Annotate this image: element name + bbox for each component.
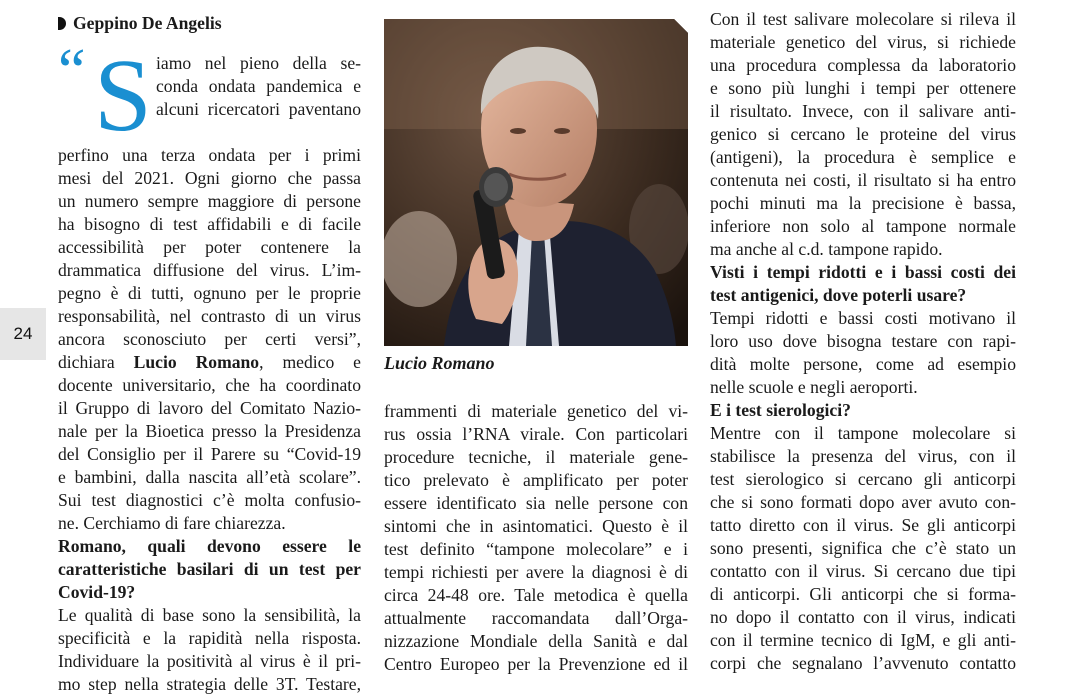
text-line: mo step nella strategia delle 3T. Testare, xyxy=(58,674,361,694)
text-line: essere identificato sia nelle persone con xyxy=(384,493,688,513)
text-line: Le qualità di base sono la sensibilità, la xyxy=(58,605,361,625)
text-line: perfino una terza ondata per i primi xyxy=(58,145,361,165)
author-byline xyxy=(58,10,361,36)
portrait-photo xyxy=(384,19,688,346)
text-line: pochi minuti ma la precisione è bassa, xyxy=(710,193,1016,213)
text-line: Centro Europeo per la Prevenzione ed il xyxy=(384,654,688,674)
article-column-1 xyxy=(58,10,361,696)
text-line: no dopo il contatto con il virus, indicati xyxy=(710,607,1016,627)
bold-name: Lucio Romano xyxy=(133,352,260,372)
text-line: e bambini, dalla nascita all’età scolare”. xyxy=(58,467,361,487)
dropcap-letter: S xyxy=(94,38,152,153)
text-line: il risultato. Invece, con il salivare anti- xyxy=(710,101,1016,121)
text-line: nale per la Bioetica presso la Presidenza xyxy=(58,421,361,441)
text-line: pegno è di tutti, ognuno per le proprie xyxy=(58,283,361,303)
text-line: mesi del 2021. Ogni giorno che passa xyxy=(58,168,361,188)
column-1-text xyxy=(58,144,361,696)
subheading-line: E i test sierologici? xyxy=(710,400,851,420)
text-line xyxy=(58,351,361,374)
article-column-3 xyxy=(710,8,1016,675)
text-line: sono presenti, significa che c’è stato un xyxy=(710,538,1016,558)
text-line: corpi che segnalano l’avvenuto contatto xyxy=(710,653,1016,673)
text-line: di anticorpi. Gli anticorpi che si forma- xyxy=(710,584,1016,604)
text-line: tempi richiesti per avere la diagnosi è di xyxy=(384,562,688,582)
subheading-line: Covid-19? xyxy=(58,582,136,602)
text-line: stabilisce la presenza del virus, con il xyxy=(710,446,1016,466)
dropcap-line: conda ondata pandemica e xyxy=(156,76,361,96)
text-line: rus ossia l’RNA virale. Con particolari xyxy=(384,424,688,444)
text-line: Individuare la positività al virus è il pri- xyxy=(58,651,361,671)
subheading-line: caratteristiche basilari di un test per xyxy=(58,559,361,579)
text-line: del Consiglio per il Parere su “Covid-19 xyxy=(58,444,361,464)
author-name: Geppino De Angelis xyxy=(73,13,222,33)
subheading-line: Romano, quali devono essere le xyxy=(58,536,361,556)
text-line: (antigeni), la procedura è semplice e xyxy=(710,147,1016,167)
text-line: che si sono formati dopo aver avuto con- xyxy=(710,492,1016,512)
text-line: docente universitario, che ha coordinato xyxy=(58,375,361,395)
page-number: 24 xyxy=(0,308,46,360)
text-line: accessibilità per poter contenere la xyxy=(58,237,361,257)
dropcap-line: iamo nel pieno della se- xyxy=(156,53,361,73)
byline-marker-icon xyxy=(58,17,66,30)
dropcap-text xyxy=(156,52,361,121)
text-line: dità molte persone, come ad esempio xyxy=(710,354,1016,374)
text-line: ma anche al c.d. tampone rapido. xyxy=(710,239,943,259)
dropcap-block xyxy=(58,37,361,153)
subheading-line: Visti i tempi ridotti e i bassi costi dei xyxy=(710,262,1016,282)
text-line: circa 24-48 ore. Tale metodica è quella xyxy=(384,585,688,605)
text-line: ancora sconosciuto per certi versi”, xyxy=(58,329,361,349)
dropcap-quote: “ xyxy=(58,37,86,105)
text-line: una procedura complessa da laboratorio xyxy=(710,55,1016,75)
text-line: tatto diretto con il virus. Se gli anticorpi xyxy=(710,515,1016,535)
dropcap-line: alcuni ricercatori paventano xyxy=(156,99,361,119)
text-line: responsabilità, nel contrasto di un virus xyxy=(58,306,361,326)
text-line: drammatica diffusione del virus. L’im- xyxy=(58,260,361,280)
text-line: genico si cercano le proteine del virus xyxy=(710,124,1016,144)
text-fragment: , medico e xyxy=(259,352,361,372)
subheading-line: test antigenici, dove poterli usare? xyxy=(710,285,967,305)
text-line: Tempi ridotti e bassi costi motivano il xyxy=(710,308,1016,328)
text-line: il Gruppo di lavoro del Comitato Nazio- xyxy=(58,398,361,418)
text-line: nizzazione Mondiale della Sanità e dal xyxy=(384,631,688,651)
text-line: test sierologico si cercano gli anticorpi xyxy=(710,469,1016,489)
text-line: Con il test salivare molecolare si rileva il xyxy=(710,9,1016,29)
text-line: tico prelevato è amplificato per poter xyxy=(384,470,688,490)
text-line: attualmente raccomandata dall’Orga- xyxy=(384,608,688,628)
text-line: ne. Cerchiamo di fare chiarezza. xyxy=(58,513,286,533)
text-line: ha bisogno di test affidabili e di facile xyxy=(58,214,361,234)
text-line: procedure tecniche, il materiale gene- xyxy=(384,447,688,467)
portrait-illustration xyxy=(384,19,688,346)
text-line: test definito “tampone molecolare” e i xyxy=(384,539,688,559)
text-line: contenuta nei costi, il risultato si ha entro xyxy=(710,170,1016,190)
text-line: sintomi che in asintomatici. Questo è il xyxy=(384,516,688,536)
column-2-text xyxy=(384,400,688,676)
text-line: materiale genetico del virus, si richiede xyxy=(710,32,1016,52)
text-line: e sono più lunghi i tempi per ottenere xyxy=(710,78,1016,98)
text-line: specificità e la rapidità nella risposta. xyxy=(58,628,361,648)
text-line: Sui test diagnostici c’è molta confusio- xyxy=(58,490,361,510)
text-line: frammenti di materiale genetico del vi- xyxy=(384,401,688,421)
text-line: con il termine tecnico di IgM, e gli anti- xyxy=(710,630,1016,650)
text-line: Mentre con il tampone molecolare si xyxy=(710,423,1016,443)
text-line: un numero sempre maggiore di persone xyxy=(58,191,361,211)
text-line: inferiore non solo al tampone normale xyxy=(710,216,1016,236)
text-line: loro uso dove bisogna testare con rapi- xyxy=(710,331,1016,351)
text-line: contatto con il virus. Si cercano due tipi xyxy=(710,561,1016,581)
text-fragment: dichiara xyxy=(58,352,134,372)
column-3-text xyxy=(710,8,1016,675)
article-column-2 xyxy=(384,400,688,676)
text-line: nelle scuole e negli aeroporti. xyxy=(710,377,918,397)
photo-caption: Lucio Romano xyxy=(384,353,495,373)
